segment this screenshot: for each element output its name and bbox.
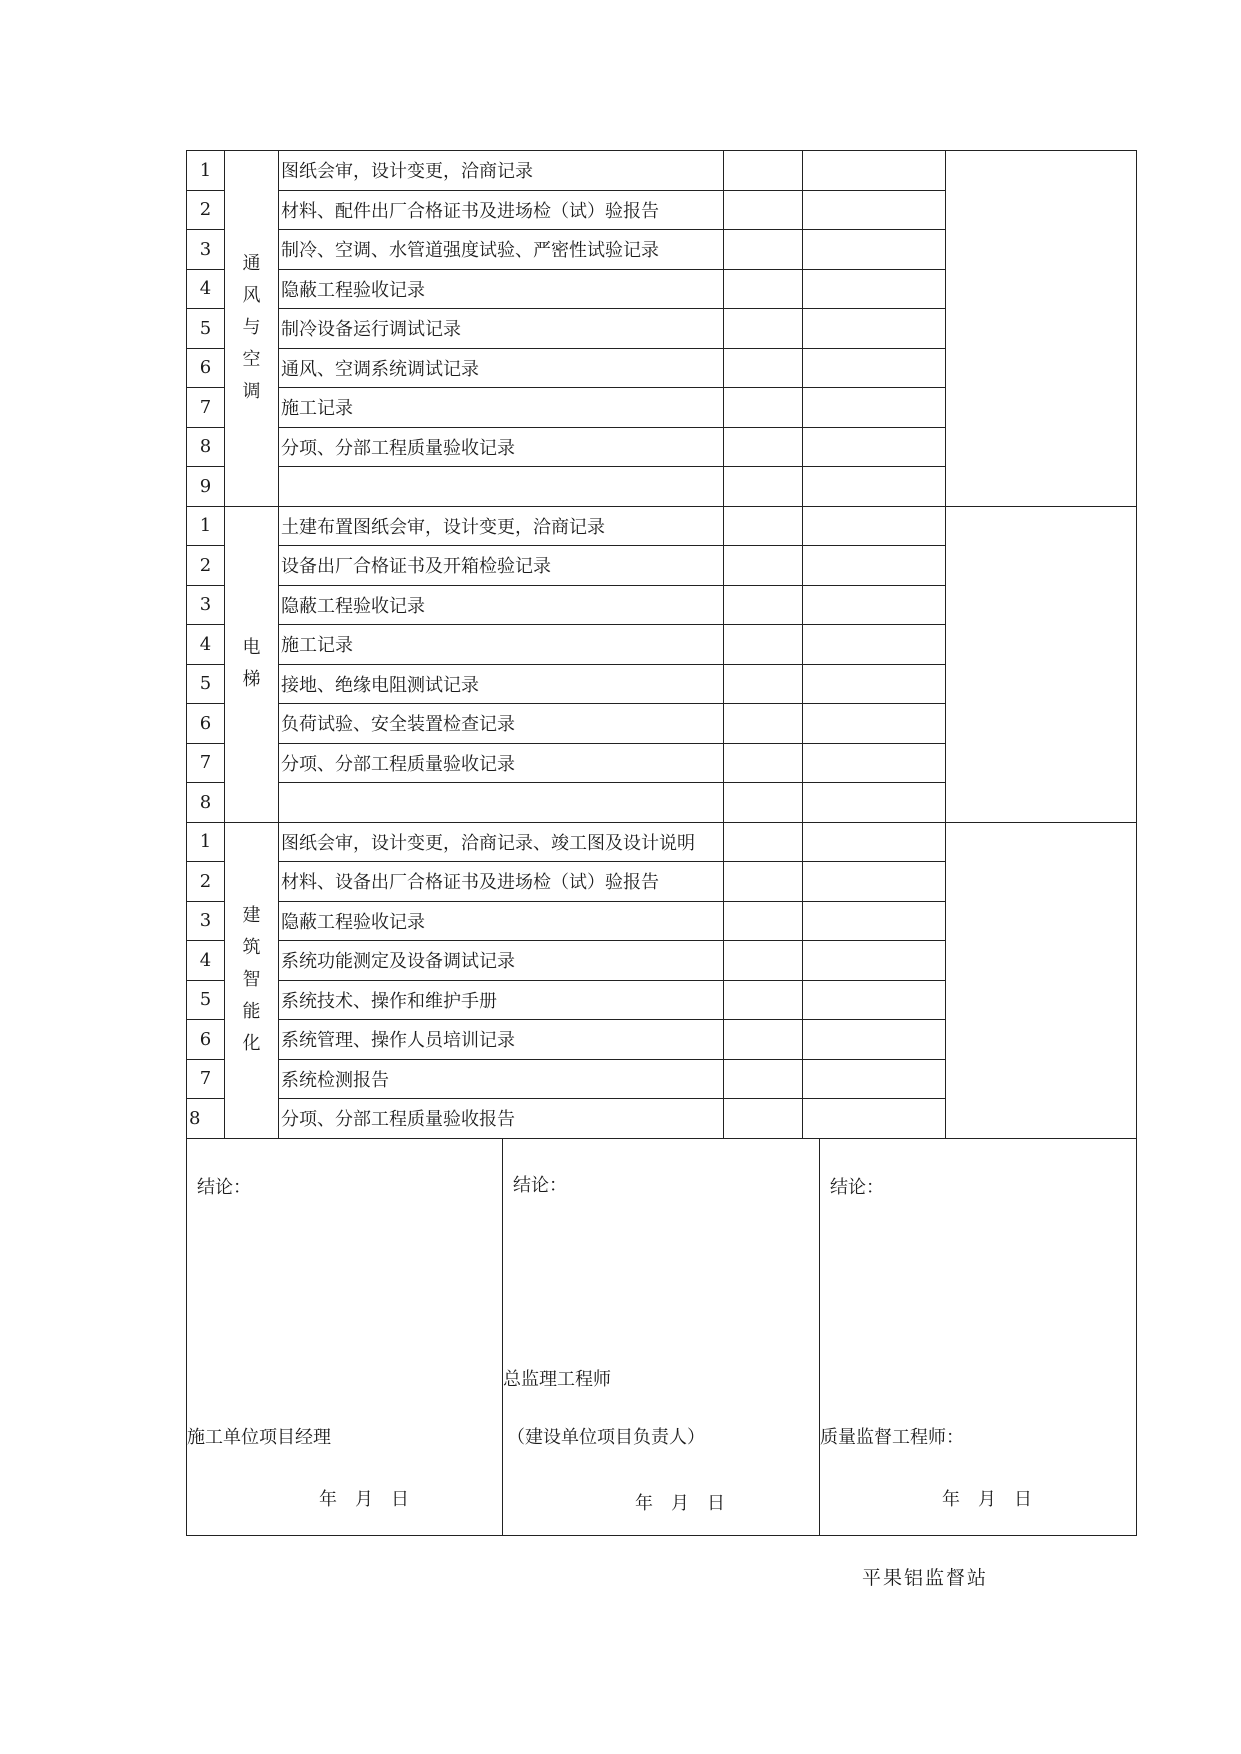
blank-col-b[interactable] [803,467,946,507]
table-row [187,822,1137,862]
row-number: 6 [187,348,225,388]
blank-col-a[interactable] [724,783,803,823]
record-item: 分项、分部工程质量验收记录 [279,427,724,467]
record-item: 设备出厂合格证书及开箱检验记录 [279,546,724,586]
row-number: 1 [187,822,225,862]
row-number: 4 [187,625,225,665]
blank-col-b[interactable] [803,1020,946,1060]
owner-representative-label: （建设单位项目负责人） [507,1426,705,1448]
table-row [187,506,1137,546]
row-number: 6 [187,704,225,744]
category-char: 电 [242,637,261,658]
blank-col-b[interactable] [803,427,946,467]
records-table [186,150,1137,1139]
blank-col-b[interactable] [803,704,946,744]
row-number: 3 [187,230,225,270]
row-number: 6 [187,1020,225,1060]
blank-col-a[interactable] [724,190,803,230]
record-item: 系统检测报告 [279,1059,724,1099]
date-label: 年 月 日 [942,1488,1032,1510]
blank-col-a[interactable] [724,309,803,349]
blank-col-a[interactable] [724,862,803,902]
record-item: 分项、分部工程质量验收报告 [279,1099,724,1139]
blank-col-a[interactable] [724,585,803,625]
blank-col-b[interactable] [803,230,946,270]
row-number: 8 [187,1099,225,1139]
blank-col-a[interactable] [724,704,803,744]
record-item [279,467,724,507]
blank-col-a[interactable] [724,1059,803,1099]
category-char: 智 [242,969,261,990]
category-char: 通 [242,253,261,275]
row-number: 8 [187,427,225,467]
record-item: 负荷试验、安全装置检查记录 [279,704,724,744]
date-label: 年 月 日 [319,1488,409,1510]
blank-col-a[interactable] [724,625,803,665]
blank-col-b[interactable] [803,980,946,1020]
category-char: 梯 [242,669,261,690]
signoff-table [186,1139,1137,1536]
record-item: 分项、分部工程质量验收记录 [279,743,724,783]
blank-col-b[interactable] [803,625,946,665]
blank-col-b[interactable] [803,585,946,625]
blank-col-b[interactable] [803,1059,946,1099]
record-item: 材料、设备出厂合格证书及进场检（试）验报告 [279,862,724,902]
record-item: 隐蔽工程验收记录 [279,901,724,941]
blank-col-b[interactable] [803,190,946,230]
blank-col-b[interactable] [803,388,946,428]
quality-supervisor-label: 质量监督工程师： [820,1426,964,1448]
row-number: 3 [187,585,225,625]
row-number: 4 [187,941,225,981]
row-number: 2 [187,190,225,230]
signoff-supervision [503,1139,820,1536]
category-char: 化 [242,1033,261,1054]
category-char: 与 [242,317,261,339]
row-number: 5 [187,664,225,704]
record-item: 施工记录 [279,625,724,665]
blank-col-a[interactable] [724,230,803,270]
chief-supervisor-label: 总监理工程师 [503,1368,611,1390]
record-item: 隐蔽工程验收记录 [279,269,724,309]
remark-cell[interactable] [946,506,1137,822]
blank-col-a[interactable] [724,1099,803,1139]
blank-col-a[interactable] [724,822,803,862]
remark-cell[interactable] [946,151,1137,507]
row-number: 4 [187,269,225,309]
row-number: 9 [187,467,225,507]
blank-col-a[interactable] [724,269,803,309]
record-item: 制冷设备运行调试记录 [279,309,724,349]
category-cell [225,506,279,822]
record-item: 系统功能测定及设备调试记录 [279,941,724,981]
category-char: 建 [242,905,261,926]
record-item: 系统技术、操作和维护手册 [279,980,724,1020]
conclusion-label: 结论： [513,1174,567,1196]
blank-col-a[interactable] [724,427,803,467]
blank-col-a[interactable] [724,388,803,428]
checklist-sheet [186,150,1136,1536]
blank-col-b[interactable] [803,309,946,349]
category-char: 风 [242,285,261,307]
blank-col-a[interactable] [724,467,803,507]
row-number: 7 [187,388,225,428]
blank-col-a[interactable] [724,743,803,783]
row-number: 7 [187,743,225,783]
blank-col-b[interactable] [803,901,946,941]
blank-col-b[interactable] [803,348,946,388]
blank-col-b[interactable] [803,546,946,586]
date-label: 年 月 日 [635,1492,725,1514]
blank-col-b[interactable] [803,269,946,309]
blank-col-a[interactable] [724,941,803,981]
blank-col-b[interactable] [803,822,946,862]
blank-col-b[interactable] [803,506,946,546]
row-number: 1 [187,151,225,191]
blank-col-b[interactable] [803,151,946,191]
row-number: 8 [187,783,225,823]
category-cell [225,822,279,1138]
row-number: 7 [187,1059,225,1099]
table-row [187,151,1137,191]
row-number: 2 [187,546,225,586]
row-number: 5 [187,309,225,349]
category-char: 筑 [242,937,261,958]
category-char: 能 [242,1001,261,1022]
blank-col-a[interactable] [724,151,803,191]
blank-col-a[interactable] [724,980,803,1020]
footer-station: 平果铝监督站 [862,1567,989,1589]
blank-col-a[interactable] [724,1020,803,1060]
record-item: 材料、配件出厂合格证书及进场检（试）验报告 [279,190,724,230]
blank-col-b[interactable] [803,1099,946,1139]
row-number: 5 [187,980,225,1020]
blank-col-b[interactable] [803,783,946,823]
category-char: 调 [242,381,261,403]
blank-col-a[interactable] [724,348,803,388]
blank-col-b[interactable] [803,743,946,783]
blank-col-a[interactable] [724,664,803,704]
record-item: 图纸会审，设计变更，洽商记录 [279,151,724,191]
record-item: 隐蔽工程验收记录 [279,585,724,625]
category-cell [225,151,279,507]
conclusion-label: 结论： [197,1176,251,1198]
conclusion-label: 结论： [830,1176,884,1198]
construction-manager-label: 施工单位项目经理 [187,1426,331,1448]
blank-col-b[interactable] [803,941,946,981]
signoff-construction [187,1139,503,1536]
category-char: 空 [242,349,261,371]
record-item: 制冷、空调、水管道强度试验、严密性试验记录 [279,230,724,270]
blank-col-a[interactable] [724,506,803,546]
blank-col-a[interactable] [724,901,803,941]
row-number: 3 [187,901,225,941]
blank-col-a[interactable] [724,546,803,586]
record-item: 图纸会审，设计变更，洽商记录、竣工图及设计说明 [279,822,724,862]
record-item: 通风、空调系统调试记录 [279,348,724,388]
record-item: 系统管理、操作人员培训记录 [279,1020,724,1060]
row-number: 2 [187,862,225,902]
blank-col-b[interactable] [803,664,946,704]
row-number: 1 [187,506,225,546]
remark-cell[interactable] [946,822,1137,1138]
signoff-quality-supervision [820,1139,1137,1536]
record-item: 施工记录 [279,388,724,428]
blank-col-b[interactable] [803,862,946,902]
record-item: 接地、绝缘电阻测试记录 [279,664,724,704]
record-item: 土建布置图纸会审，设计变更，洽商记录 [279,506,724,546]
record-item [279,783,724,823]
